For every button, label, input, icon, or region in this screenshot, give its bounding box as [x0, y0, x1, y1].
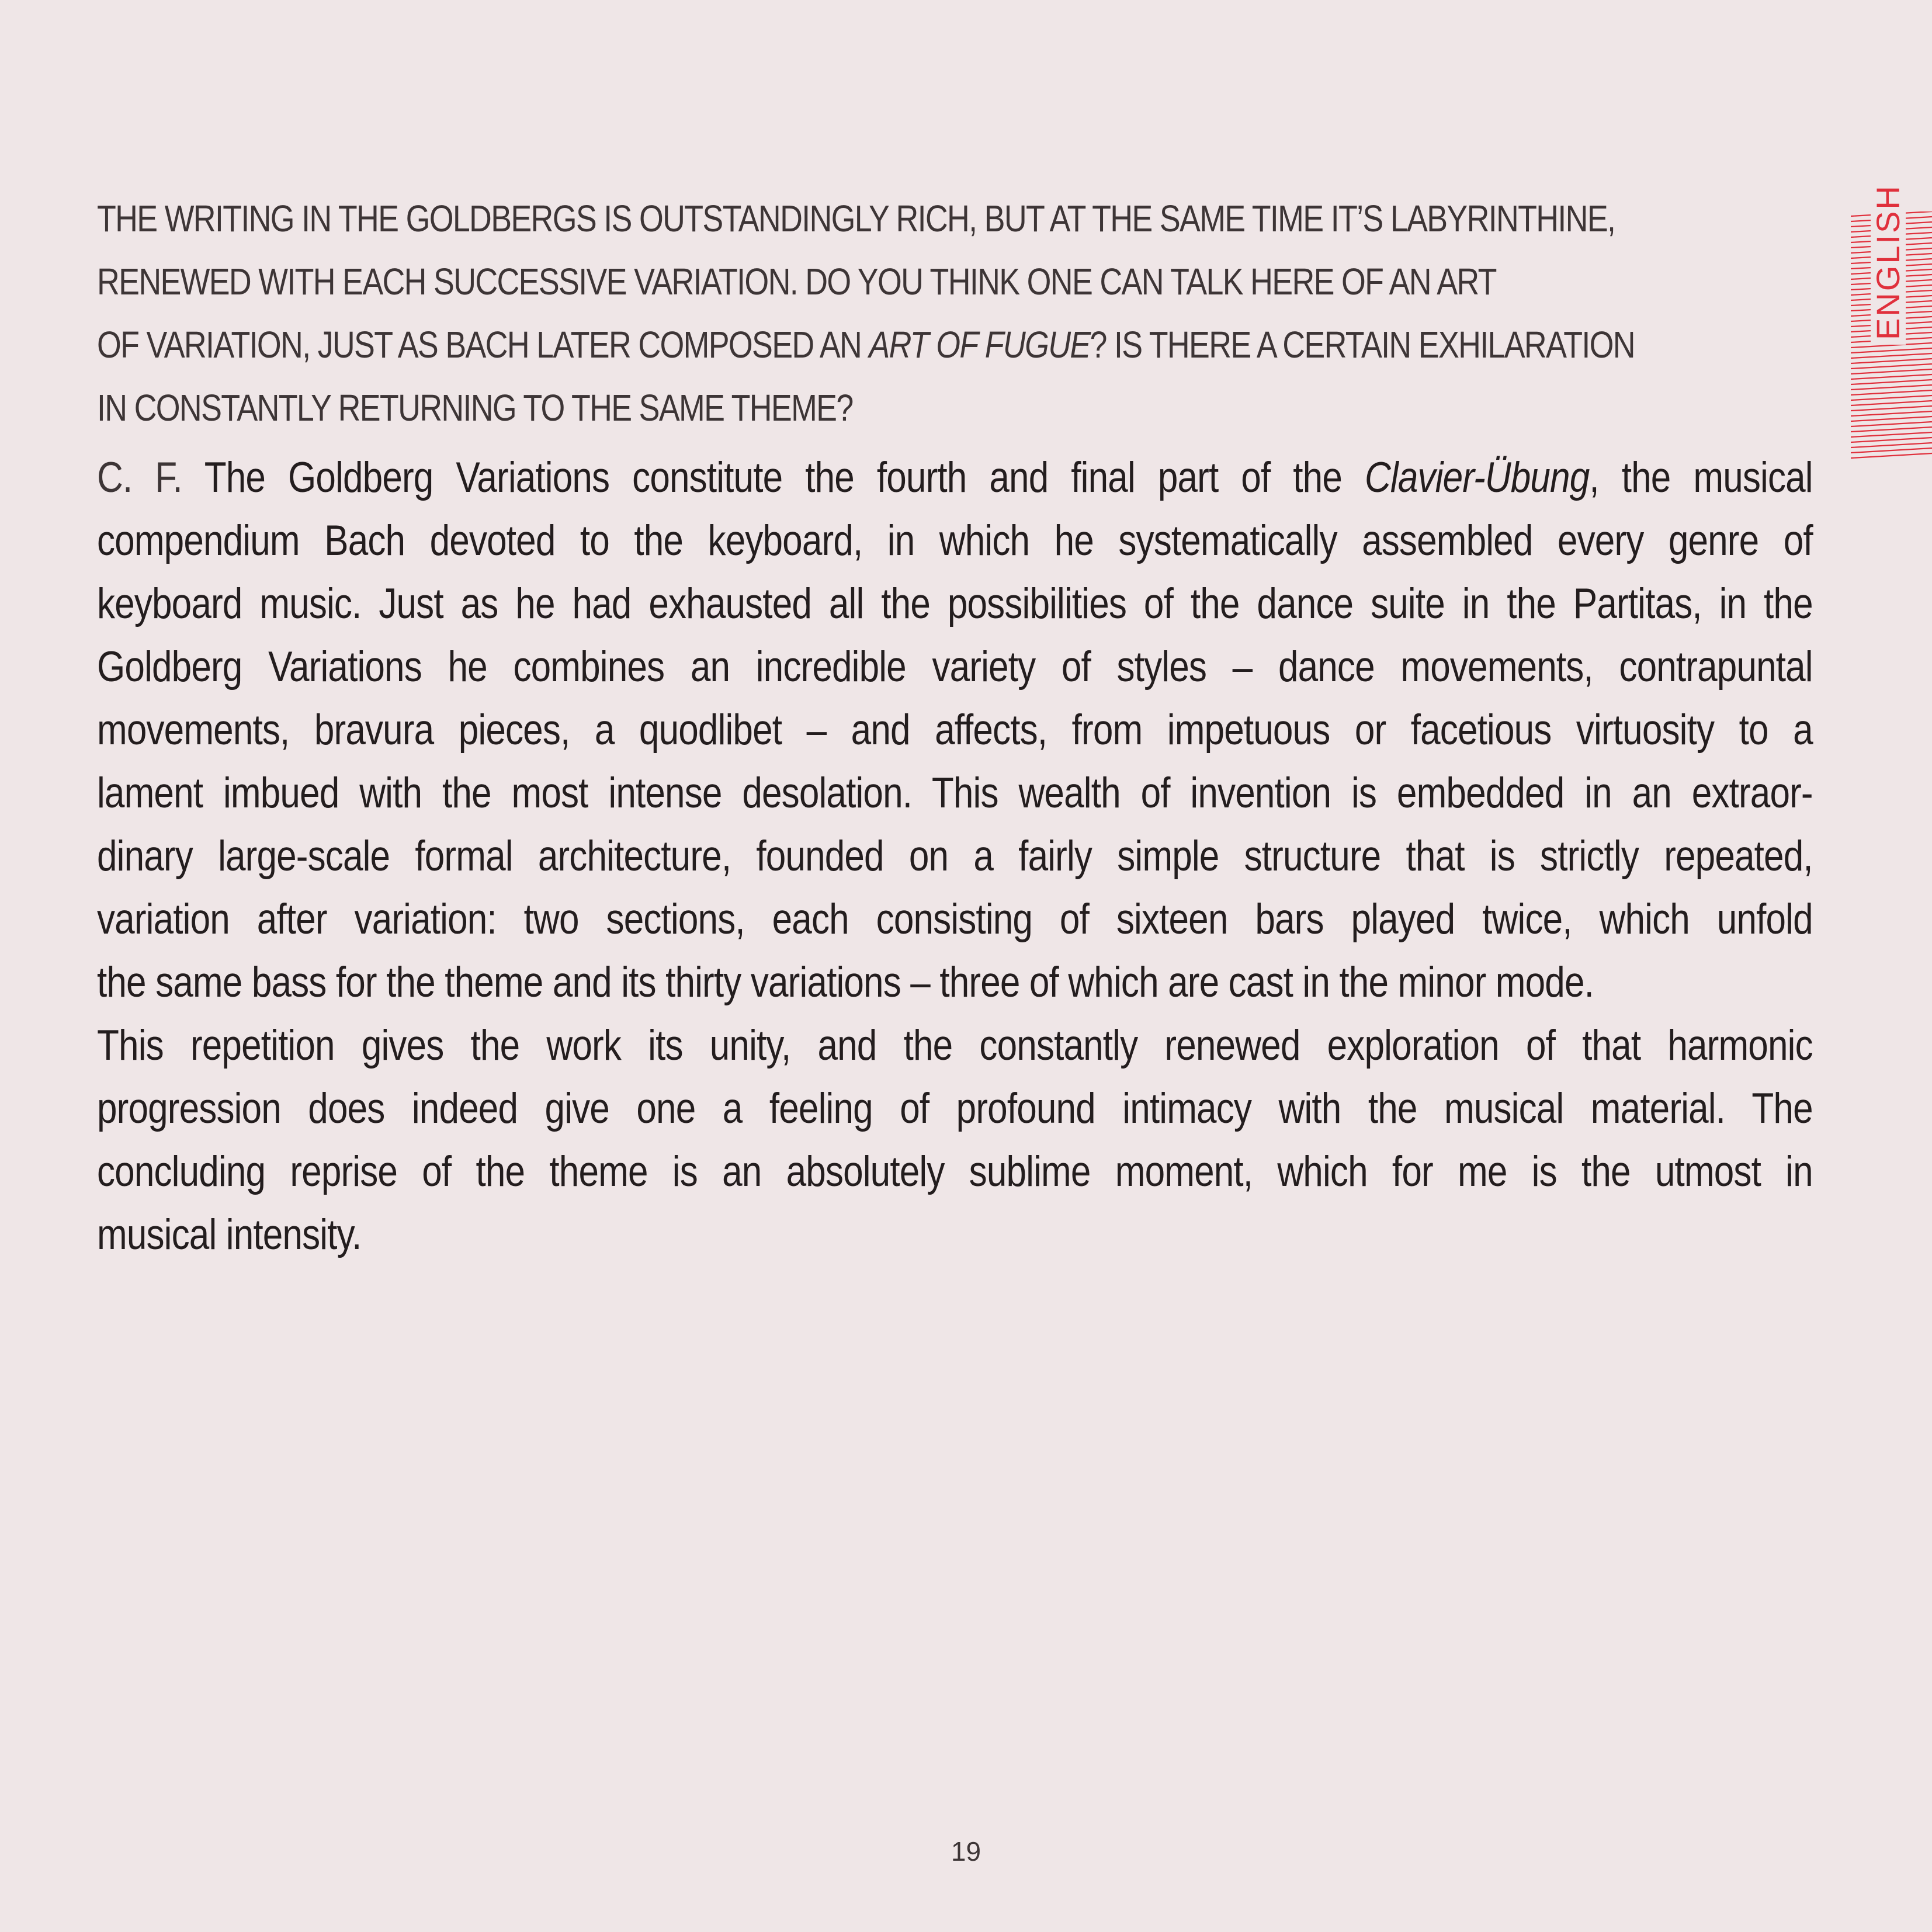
question-text: OF VARIATION, JUST AS BACH LATER COMPOSED AN	[97, 324, 869, 366]
hatch-line	[1851, 396, 1932, 400]
hatch-line	[1851, 401, 1932, 405]
speaker-initials: C. F.	[97, 454, 182, 501]
answer-line: lament imbued with the most intense desolation. This wealth of invention is embedded in an extraor-	[97, 769, 1813, 817]
hatch-line	[1851, 385, 1932, 390]
answer-line: movements, bravura pieces, a quodlibet – and affects, from impetuous or facetious virtuosity to a	[97, 706, 1813, 754]
hatch-line	[1851, 417, 1932, 421]
answer-line: dinary large-scale formal architecture, founded on a fairly simple structure that is strictly repeated,	[97, 833, 1813, 880]
work-title-art-of-fugue: ART OF FUGUE	[869, 324, 1090, 366]
question-line	[97, 313, 1635, 376]
answer-line: progression does indeed give one a feeling of profound intimacy with the musical material. The	[97, 1085, 1813, 1132]
hatch-line	[1851, 374, 1932, 379]
question-line: IN CONSTANTLY RETURNING TO THE SAME THEME?	[97, 387, 853, 429]
language-label[interactable]: ENGLISH	[1871, 179, 1906, 345]
hatch-line	[1851, 438, 1932, 442]
hatch-line	[1851, 390, 1932, 395]
question-text: ? IS THERE A CERTAIN EXHILARATION	[1090, 324, 1635, 366]
hatch-line	[1851, 453, 1932, 458]
question-line: THE WRITING IN THE GOLDBERGS IS OUTSTANDINGLY RICH, BUT AT THE SAME TIME IT’S LABYRINTHINE,	[97, 197, 1615, 240]
hatch-line	[1851, 411, 1932, 416]
hatch-line	[1851, 359, 1932, 363]
answer-line: keyboard music. Just as he had exhausted all the possibilities of the dance suite in the Partitas, in the	[97, 580, 1813, 627]
page-number: 19	[951, 1836, 981, 1867]
interview-question	[97, 187, 1635, 439]
answer-line: musical intensity.	[97, 1211, 362, 1258]
interview-answer	[97, 446, 1813, 1267]
hatch-line	[1851, 406, 1932, 411]
answer-line: Goldberg Variations he combines an incredible variety of styles – dance movements, contrapuntal	[97, 643, 1813, 691]
question-line: RENEWED WITH EACH SUCCESSIVE VARIATION. DO YOU THINK ONE CAN TALK HERE OF AN ART	[97, 261, 1496, 303]
answer-line	[97, 446, 1813, 509]
answer-text: , the musical	[1589, 454, 1813, 501]
work-title-clavier-ubung: Clavier-Übung	[1364, 454, 1590, 501]
answer-line: variation after variation: two sections, each consisting of sixteen bars played twice, which unfold	[97, 896, 1813, 943]
hatch-line	[1851, 364, 1932, 369]
hatch-line	[1851, 448, 1932, 453]
hatch-line	[1851, 432, 1932, 437]
hatch-line	[1851, 369, 1932, 374]
hatch-line	[1851, 348, 1932, 353]
answer-line: concluding reprise of the theme is an absolutely sublime moment, which for me is the utmost in	[97, 1148, 1813, 1195]
answer-line: compendium Bach devoted to the keyboard, in which he systematically assembled every genre of	[97, 517, 1813, 564]
hatch-line	[1851, 422, 1932, 426]
hatch-line	[1851, 427, 1932, 432]
answer-line: This repetition gives the work its unity, and the constantly renewed exploration of that harmonic	[97, 1022, 1813, 1069]
hatch-line	[1851, 380, 1932, 384]
answer-line: the same bass for the theme and its thirty variations – three of which are cast in the minor mode.	[97, 959, 1594, 1006]
hatch-line	[1851, 443, 1932, 448]
hatch-line	[1851, 353, 1932, 358]
answer-text: The Goldberg Variations constitute the fourth and final part of the	[182, 454, 1365, 501]
